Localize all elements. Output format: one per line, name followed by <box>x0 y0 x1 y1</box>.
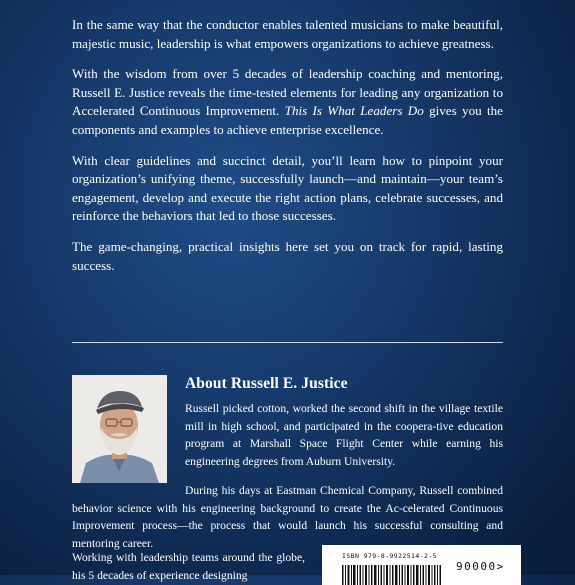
author-bio-paragraph-3: Working with leadership teams around the globe, his 5 decades of experience designing <box>72 551 305 582</box>
barcode-bars <box>342 565 442 585</box>
price-code: 90000> <box>456 560 505 573</box>
isbn-number: ISBN 979-8-9922514-2-5 <box>342 552 437 560</box>
author-bio-paragraph-1: Russell picked cotton, worked the second shift in the village textile mill in high school, and participated in the coopera-tive education program at Marshall Space Flight Center while earning his engineering degrees from Auburn University. <box>185 402 503 468</box>
description-paragraph-1: In the same way that the conductor enables talented musicians to make beautiful, majestic music, leadership is what empowers organizations to achieve greatness. <box>72 17 503 51</box>
description-paragraph-3: With clear guidelines and succinct detail, you’ll learn how to pinpoint your organization’s unifying theme, successfully launch—and maintain—your team’s engagement, develop and execute the right action plans, celebrate successes, and reinforce the behaviors that led to those successes. <box>72 152 503 224</box>
description-paragraph-2-text: With the wisdom from over 5 decades of leadership coaching and mentoring, Russell E. Justice reveals the time-tested elements for leading any organization to Accelerated Continuous Improvement. <box>72 66 503 119</box>
description-paragraph-2-tail: gives you the components and examples to achieve enterprise excellence. <box>72 103 503 137</box>
isbn-barcode <box>322 545 521 585</box>
author-bio-paragraph-2-text: During his days at Eastman Chemical Company, Russell combined behavior science with his engineering background to create the Ac-celerated Continuous Improvement process—the process that would launch his successful consulting and mentoring career. <box>72 484 503 550</box>
book-title-italic: This Is What Leaders Do <box>284 103 424 119</box>
author-bio-paragraph-2 <box>72 482 503 552</box>
description-paragraph-4: The game-changing, practical insights here set you on track for rapid, lasting success. <box>72 238 503 273</box>
author-photo <box>72 375 167 483</box>
description-paragraph-2 <box>72 65 503 139</box>
about-author-heading: About Russell E. Justice <box>185 375 348 392</box>
back-cover-description <box>72 16 503 287</box>
section-divider <box>72 342 503 343</box>
